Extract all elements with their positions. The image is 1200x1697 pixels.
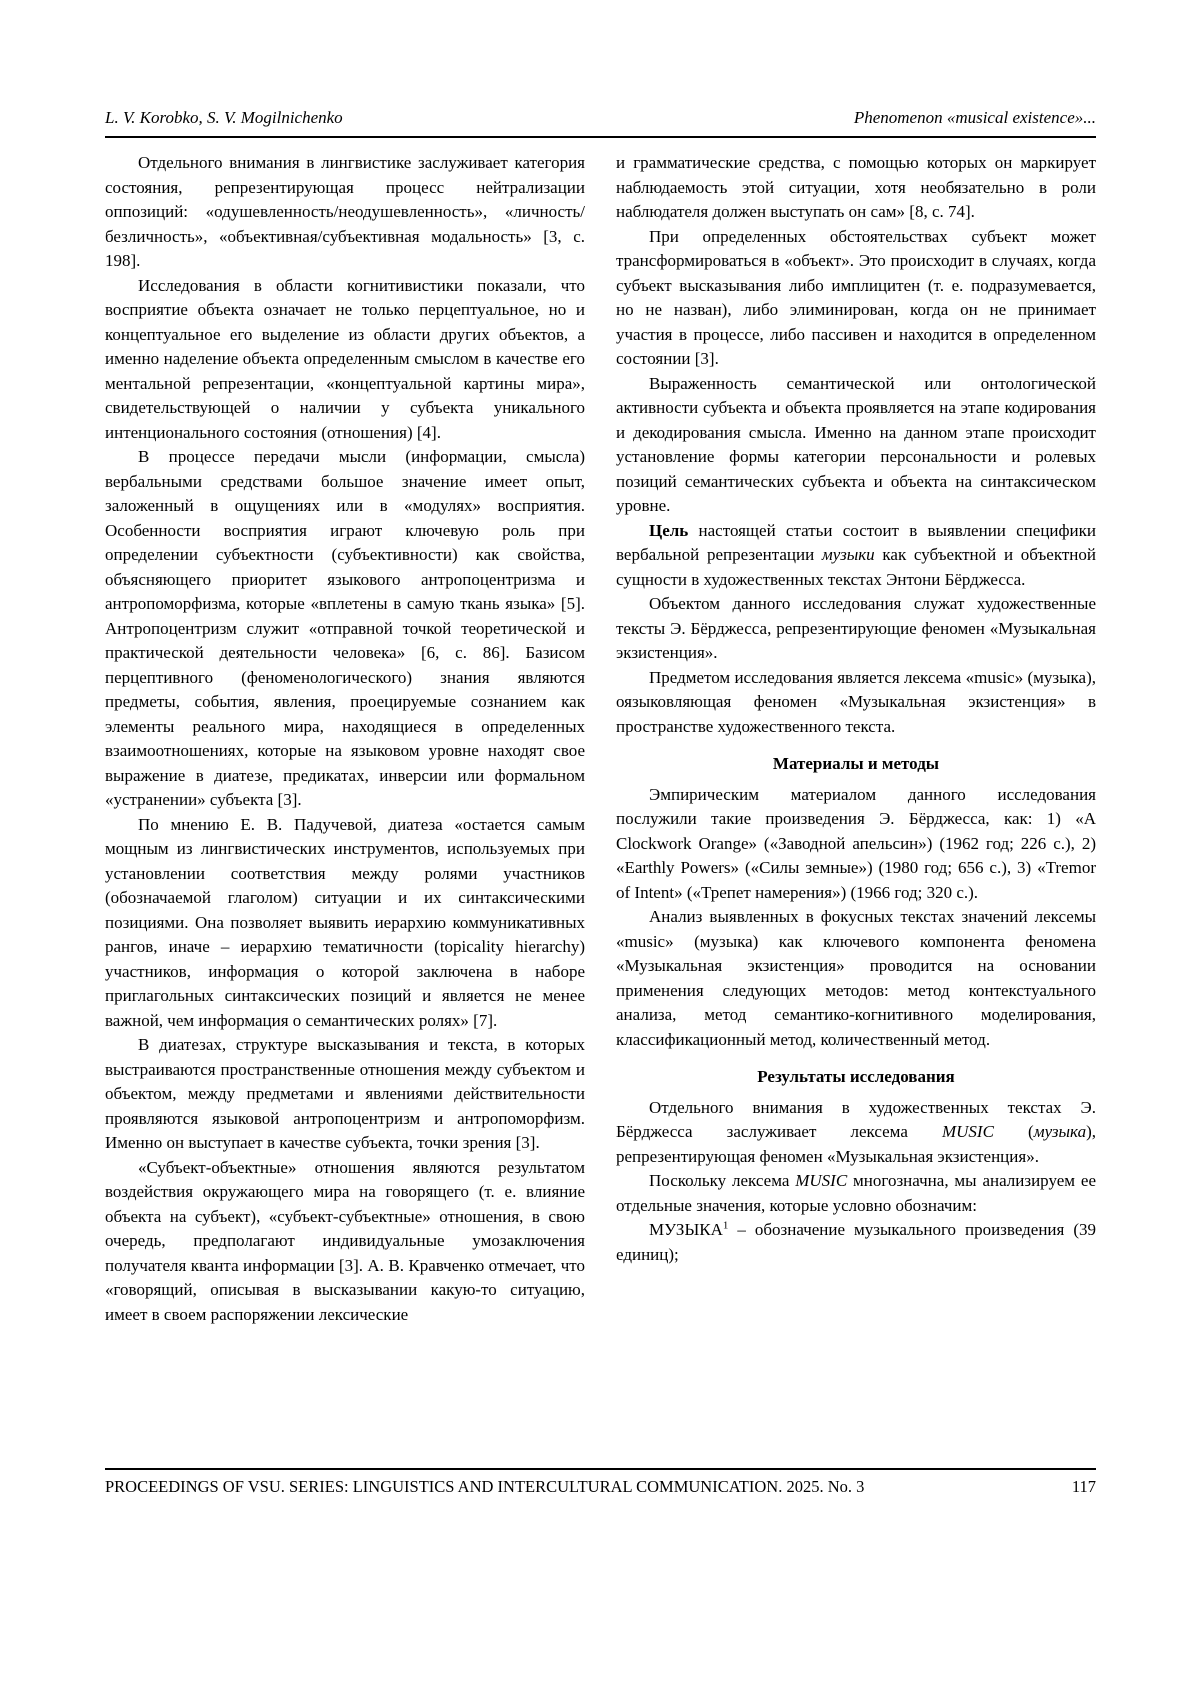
paragraph	[616, 1218, 1096, 1267]
text-run: многозначна, мы анализируем ее отдельные значения, которые условно обозначим:	[616, 1171, 1096, 1215]
running-head	[105, 108, 1096, 128]
text-run: MUSIC	[941, 1122, 994, 1141]
paragraph: В процессе передачи мысли (информации, смысла) вербальными средствами большое значение имеет опыт, заложенный в ощущениях или в «модулях» восприятия. Особенности восприятия играют ключевую роль при определении субъектности (субъективности) как свойства, объясняющего приоритет языкового антропоцентризма и антропоморфизма, которые «вплетены в самую ткань языка» [5]. Антропоцентризм служит «отправной точкой теоретической и практической деятельности человека» [6, с. 86]. Базисом перцептивного (феноменологического) знания являются предметы, события, явления, проецируемые сознанием как элементы реального мира, находящиеся в определенных взаимоотношениях, которые на языковом уровне находят свое выражение в диатезе, предикатах, инверсии или формальном «устранении» субъекта [3].	[105, 447, 585, 809]
paragraph: и грамматические средства, с помощью которых он маркирует наблюдаемость этой ситуации, хотя необязательно в роли наблюдателя должен выступать он сам» [8, с. 74].	[616, 153, 1096, 221]
right-column	[616, 151, 1096, 1464]
running-head-title: Phenomenon «musical existence»...	[853, 108, 1096, 127]
left-column	[105, 151, 585, 1464]
text-run: музыка	[1033, 1122, 1087, 1141]
text-run: музыки	[821, 545, 875, 564]
text-run: МУЗЫКА	[649, 1220, 723, 1239]
text-run: Цель	[649, 520, 689, 540]
paragraph	[616, 1096, 1096, 1170]
header-rule	[105, 136, 1096, 138]
paragraph: Предметом исследования является лексема «music» (музыка), оязыковляющая феномен «Музыкальная экзистенция» в пространстве художественного текста.	[616, 667, 1096, 736]
paragraph: При определенных обстоятельствах субъект может трансформироваться в «объект». Это происходит в случаях, когда субъект высказывания либо имплицитен (т. е. подразумевается, но не назван), либо элиминирован, когда он не принимает участия в процессе, либо пассивен и находится в определенном состоянии [3].	[616, 226, 1096, 368]
text-run: – обозначение музыкального произведения (39 единиц);	[616, 1220, 1096, 1264]
paragraph: Объектом данного исследования служат художественные тексты Э. Бёрджесса, репрезентирующие феномен «Музыкальная экзистенция».	[616, 594, 1096, 662]
text-run: как субъектной и объектной сущности в художественных текстах Энтони Бёрджесса.	[616, 545, 1096, 589]
paragraph	[616, 519, 1096, 593]
article-body	[105, 151, 1096, 1464]
text-run: настоящей статьи состоит в выявлении специфики вербальной репрезентации	[616, 520, 1096, 564]
text-run: Поскольку лексема	[649, 1171, 796, 1190]
paragraph: Эмпирическим материалом данного исследования послужили такие произведения Э. Бёрджесса, как: 1) «A Clockwork Orange» («Заводной апельсин») (1962 год; 226 с.), 2) «Earthly Powers» («Силы земные») (1980 год; 656 с.), 3) «Tremor of Intent» («Трепет намерения») (1966 год; 320 с.).	[616, 784, 1096, 902]
paragraph	[616, 1169, 1096, 1218]
text-run: Отдельного внимания в художественных текстах Э. Бёрджесса заслуживает лексема	[616, 1097, 1096, 1141]
paragraph: Анализ выявленных в фокусных текстах значений лексемы «music» (музыка) как ключевого компонента феномена «Музыкальная экзистенция» проводится на основании применения следующих методов: метод контекстуального анализа, метод семантико-когнитивного моделирования, классификационный метод, количественный метод.	[616, 907, 1096, 1049]
paragraph: В диатезах, структуре высказывания и текста, в которых выстраиваются пространственные отношения между субъектом и объектом, между предметами и явлениями действительности проявляются языковой антропоцентризм и антропоморфизм. Именно он выступает в качестве субъекта, точки зрения [3].	[105, 1035, 585, 1152]
paragraph: Выраженность семантической или онтологической активности субъекта и объекта проявляется на этапе кодирования и декодирования смысла. Именно на данном этапе происходит установление формы категории персональности и ролевых позиций семантических субъекта и объекта на синтаксическом уровне.	[616, 373, 1096, 515]
paragraph: Исследования в области когнитивистики показали, что восприятие объекта означает не только перцептуальное, но и концептуальное его выделение из области других объектов, а именно наделение объекта определенным смыслом в качестве его ментальной репрезентации, «концептуальной картины мира», свидетельствующей о наличии у субъекта уникального интенционального состояния (отношения) [4].	[105, 275, 585, 442]
page-number: 117	[1071, 1477, 1096, 1496]
running-head-authors: L. V. Korobko, S. V. Mogilnichenko	[105, 108, 343, 127]
journal-line: PROCEEDINGS OF VSU. SERIES: LINGUISTICS AND INTERCULTURAL COMMUNICATION. 2025. No. 3	[105, 1477, 865, 1496]
page-footer	[105, 1477, 1096, 1497]
text-run: ), репрезентирующая феномен «Музыкальная экзистенция».	[616, 1122, 1096, 1166]
paragraph: Отдельного внимания в лингвистике заслуживает категория состояния, репрезентирующая процесс нейтрализации оппозиций: «одушевленность/неодушевленность», «личность/безличность», «объективная/субъективная модальность» [3, с. 198].	[105, 153, 585, 270]
footer-rule	[105, 1468, 1096, 1470]
paragraph: «Субъект-объектные» отношения являются результатом воздействия окружающего мира на говорящего (т. е. влияние объекта на субъект), «субъект-субъектные» отношения, в свою очередь, предполагают индивидуальные умозаключения получателя кванта информации [3]. А. В. Кравченко отмечает, что «говорящий, описывая в высказывании какую-то ситуацию, имеет в своем распоряжении лексические	[105, 1157, 585, 1324]
text-run: MUSIC	[795, 1171, 848, 1190]
superscript-index: 1	[722, 1219, 729, 1232]
section-heading-materials-methods: Материалы и методы	[772, 754, 940, 773]
section-heading-results: Результаты исследования	[757, 1067, 955, 1086]
paragraph: По мнению Е. В. Падучевой, диатеза «остается самым мощным из лингвистических инструментов, используемых при установлении соответствия между ролями участников (обозначаемой глаголом) ситуации и их синтаксическими позициями. Она позволяет выявить иерархию коммуникативных рангов, иначе – иерархию тематичности (topicality hierarchy) участников, информация о которой заключена в наборе приглагольных синтаксических позиций и является не менее важной, чем информация о семантических ролях» [7].	[105, 814, 585, 1030]
text-run: (	[993, 1122, 1034, 1141]
